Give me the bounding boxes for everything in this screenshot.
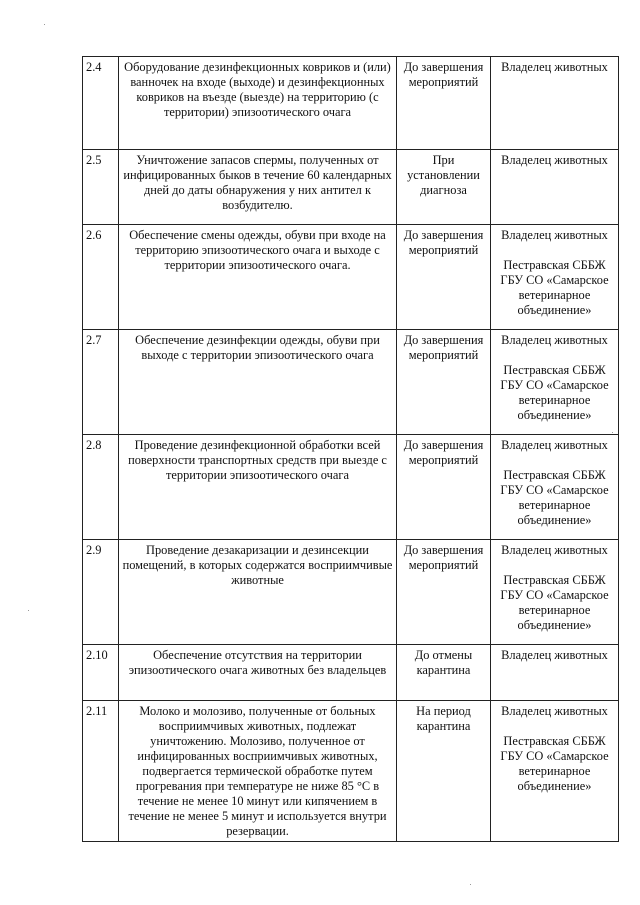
table-row — [83, 330, 619, 435]
row-description: Оборудование дезинфекционных ковриков и (или) ванночек на входе (выходе) и дезинфекционных ковриков на въезде (выезде) на территорию (с территории) эпизоотического очага — [119, 57, 397, 150]
responsible-owner: Владелец животных — [501, 228, 608, 242]
row-description: Обеспечение отсутствия на территории эпизоотического очага животных без владельцев — [119, 645, 397, 701]
scan-speck — [612, 432, 613, 433]
responsible-organization: Пестравская СББЖ ГБУ СО «Самарское ветеринарное объединение» — [500, 258, 609, 317]
row-description: Обеспечение смены одежды, обуви при входе на территорию эпизоотического очага и выходе с территории эпизоотического очага. — [119, 225, 397, 330]
responsible-owner: Владелец животных — [501, 153, 608, 167]
row-number: 2.8 — [83, 435, 119, 540]
row-number: 2.4 — [83, 57, 119, 150]
responsible-owner: Владелец животных — [501, 60, 608, 74]
row-term: До завершения мероприятий — [397, 57, 491, 150]
table-row — [83, 540, 619, 645]
row-number: 2.9 — [83, 540, 119, 645]
scan-speck — [470, 884, 471, 885]
row-description: Обеспечение дезинфекции одежды, обуви при выходе с территории эпизоотического очага — [119, 330, 397, 435]
responsible-owner: Владелец животных — [501, 648, 608, 662]
row-term: До завершения мероприятий — [397, 330, 491, 435]
responsible-owner: Владелец животных — [501, 704, 608, 718]
table-row — [83, 701, 619, 842]
row-description: Уничтожение запасов спермы, полученных от инфицированных быков в течение 60 календарных дней до даты обнаружения у них антител к возбудителю. — [119, 150, 397, 225]
row-description: Проведение дезакаризации и дезинсекции помещений, в которых содержатся восприимчивые животные — [119, 540, 397, 645]
responsible-owner: Владелец животных — [501, 543, 608, 557]
row-responsible — [491, 435, 619, 540]
row-description: Молоко и молозиво, полученные от больных восприимчивых животных, подлежат уничтожению. Молозиво, полученное от инфицированных восприимчивых животных, подвергается термической обработке путем прогревания при температуре не ниже 85 °С в течение не менее 10 минут или кипячением в течение не менее 5 минут и используется внутри резервации. — [119, 701, 397, 842]
row-number: 2.6 — [83, 225, 119, 330]
table-row — [83, 57, 619, 150]
row-responsible — [491, 150, 619, 225]
row-number: 2.10 — [83, 645, 119, 701]
responsible-organization: Пестравская СББЖ ГБУ СО «Самарское ветеринарное объединение» — [500, 734, 609, 793]
row-description: Проведение дезинфекционной обработки всей поверхности транспортных средств при выезде с территории эпизоотического очага — [119, 435, 397, 540]
responsible-organization: Пестравская СББЖ ГБУ СО «Самарское ветеринарное объединение» — [500, 363, 609, 422]
scan-speck — [28, 610, 29, 611]
table-row — [83, 225, 619, 330]
row-term: До завершения мероприятий — [397, 225, 491, 330]
row-term: До завершения мероприятий — [397, 540, 491, 645]
row-responsible — [491, 540, 619, 645]
row-responsible — [491, 225, 619, 330]
scan-speck — [44, 24, 45, 25]
responsible-owner: Владелец животных — [501, 333, 608, 347]
responsible-organization: Пестравская СББЖ ГБУ СО «Самарское ветеринарное объединение» — [500, 573, 609, 632]
row-number: 2.5 — [83, 150, 119, 225]
responsible-owner: Владелец животных — [501, 438, 608, 452]
row-responsible — [491, 330, 619, 435]
row-term: До отмены карантина — [397, 645, 491, 701]
row-responsible — [491, 57, 619, 150]
row-number: 2.7 — [83, 330, 119, 435]
row-term: При установлении диагноза — [397, 150, 491, 225]
measures-table-body — [83, 57, 619, 842]
row-number: 2.11 — [83, 701, 119, 842]
row-term: На период карантина — [397, 701, 491, 842]
measures-table — [82, 56, 619, 842]
table-row — [83, 435, 619, 540]
table-row — [83, 645, 619, 701]
table-row — [83, 150, 619, 225]
row-responsible — [491, 701, 619, 842]
row-term: До завершения мероприятий — [397, 435, 491, 540]
responsible-organization: Пестравская СББЖ ГБУ СО «Самарское ветеринарное объединение» — [500, 468, 609, 527]
row-responsible — [491, 645, 619, 701]
